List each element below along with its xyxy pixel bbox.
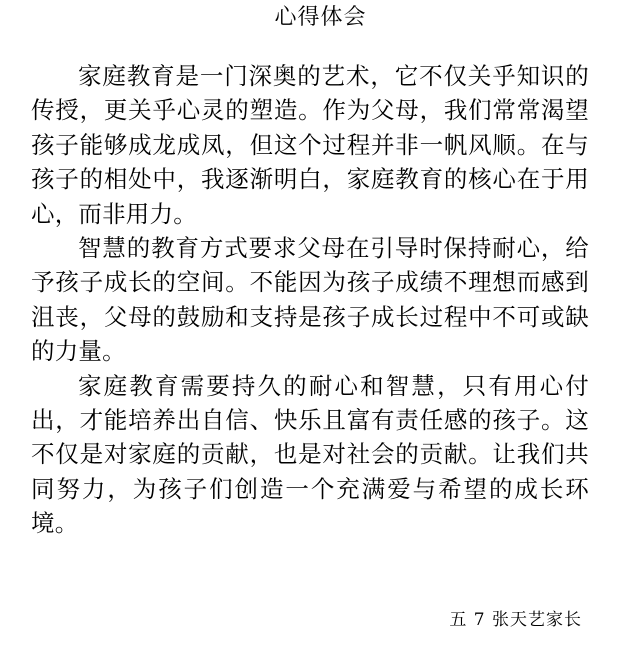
document-title: 心得体会 (274, 5, 367, 30)
paragraph-1: 家庭教育是一门深奥的艺术，它不仅关乎知识的传授，更关乎心灵的塑造。作为父母，我们常常渴望孩子能够成龙成凤，但这个过程并非一帆风顺。在与孩子的相处中，我逐渐明白，家庭教育的核心在于用心，而非用力。 (31, 62, 589, 228)
signature: 五 7 张天艺家长 (449, 610, 582, 630)
paragraph-2: 智慧的教育方式要求父母在引导时保持耐心，给予孩子成长的空间。不能因为孩子成绩不理想而感到沮丧，父母的鼓励和支持是孩子成长过程中不可或缺的力量。 (31, 234, 589, 366)
paragraph-3: 家庭教育需要持久的耐心和智慧，只有用心付出，才能培养出自信、快乐且富有责任感的孩子。这不仅是对家庭的贡献，也是对社会的贡献。让我们共同努力，为孩子们创造一个充满爱与希望的成长环境。 (31, 371, 589, 538)
document-body (31, 59, 589, 541)
